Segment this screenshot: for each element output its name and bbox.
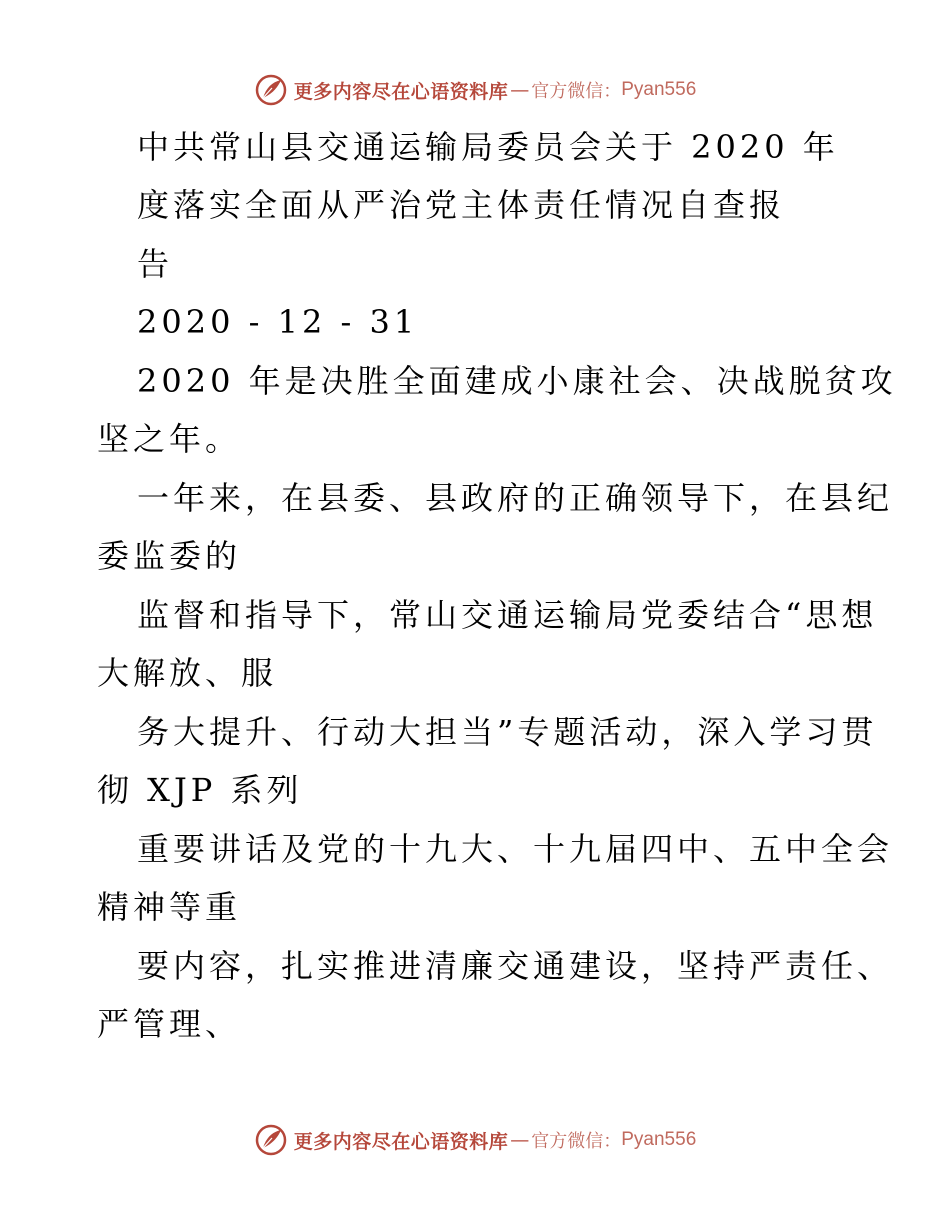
paragraph-line: 大解放、服: [97, 654, 278, 692]
banner-site-text: 更多内容尽在心语资料库: [293, 80, 509, 103]
paragraph-line: 务大提升、行动大担当”专题活动，深入学习贯: [137, 713, 878, 751]
banner-separator: —: [510, 1129, 530, 1151]
paragraph-line: 监督和指导下，常山交通运输局党委结合“思想: [137, 596, 878, 634]
banner-wechat-id: Pyan556: [621, 79, 697, 100]
document-title-line: 中共常山县交通运输局委员会关于 2020 年: [137, 128, 839, 166]
paragraph-line: 精神等重: [97, 888, 242, 926]
feather-pen-logo-icon: [254, 73, 288, 107]
paragraph-line: 彻 XJP 系列: [97, 771, 303, 809]
paragraph-line: 坚之年。: [97, 420, 242, 458]
feather-pen-logo-icon: [254, 1123, 288, 1157]
paragraph-line: 严管理、: [97, 1005, 242, 1043]
paragraph-line: 2020 年是决胜全面建成小康社会、决战脱贫攻: [137, 362, 897, 400]
banner-wechat-label: 官方微信：: [531, 81, 622, 102]
paragraph-line: 要内容，扎实推进清廉交通建设，坚持严责任、: [137, 947, 894, 985]
banner-site-text: 更多内容尽在心语资料库: [293, 1130, 509, 1153]
header-watermark-banner: [0, 70, 950, 110]
banner-wechat-label: 官方微信：: [531, 1131, 622, 1152]
paragraph-line: 委监委的: [97, 537, 242, 575]
banner-wechat-id: Pyan556: [621, 1129, 697, 1150]
paragraph-line: 重要讲话及党的十九大、十九届四中、五中全会: [137, 830, 894, 868]
document-date: 2020 - 12 - 31: [137, 303, 419, 341]
document-title-line: 告: [137, 245, 174, 283]
footer-watermark-banner: [0, 1120, 950, 1160]
banner-separator: —: [510, 79, 530, 101]
paragraph-line: 一年来，在县委、县政府的正确领导下，在县纪: [137, 479, 894, 517]
document-title-line: 度落实全面从严治党主体责任情况自查报: [137, 186, 786, 224]
